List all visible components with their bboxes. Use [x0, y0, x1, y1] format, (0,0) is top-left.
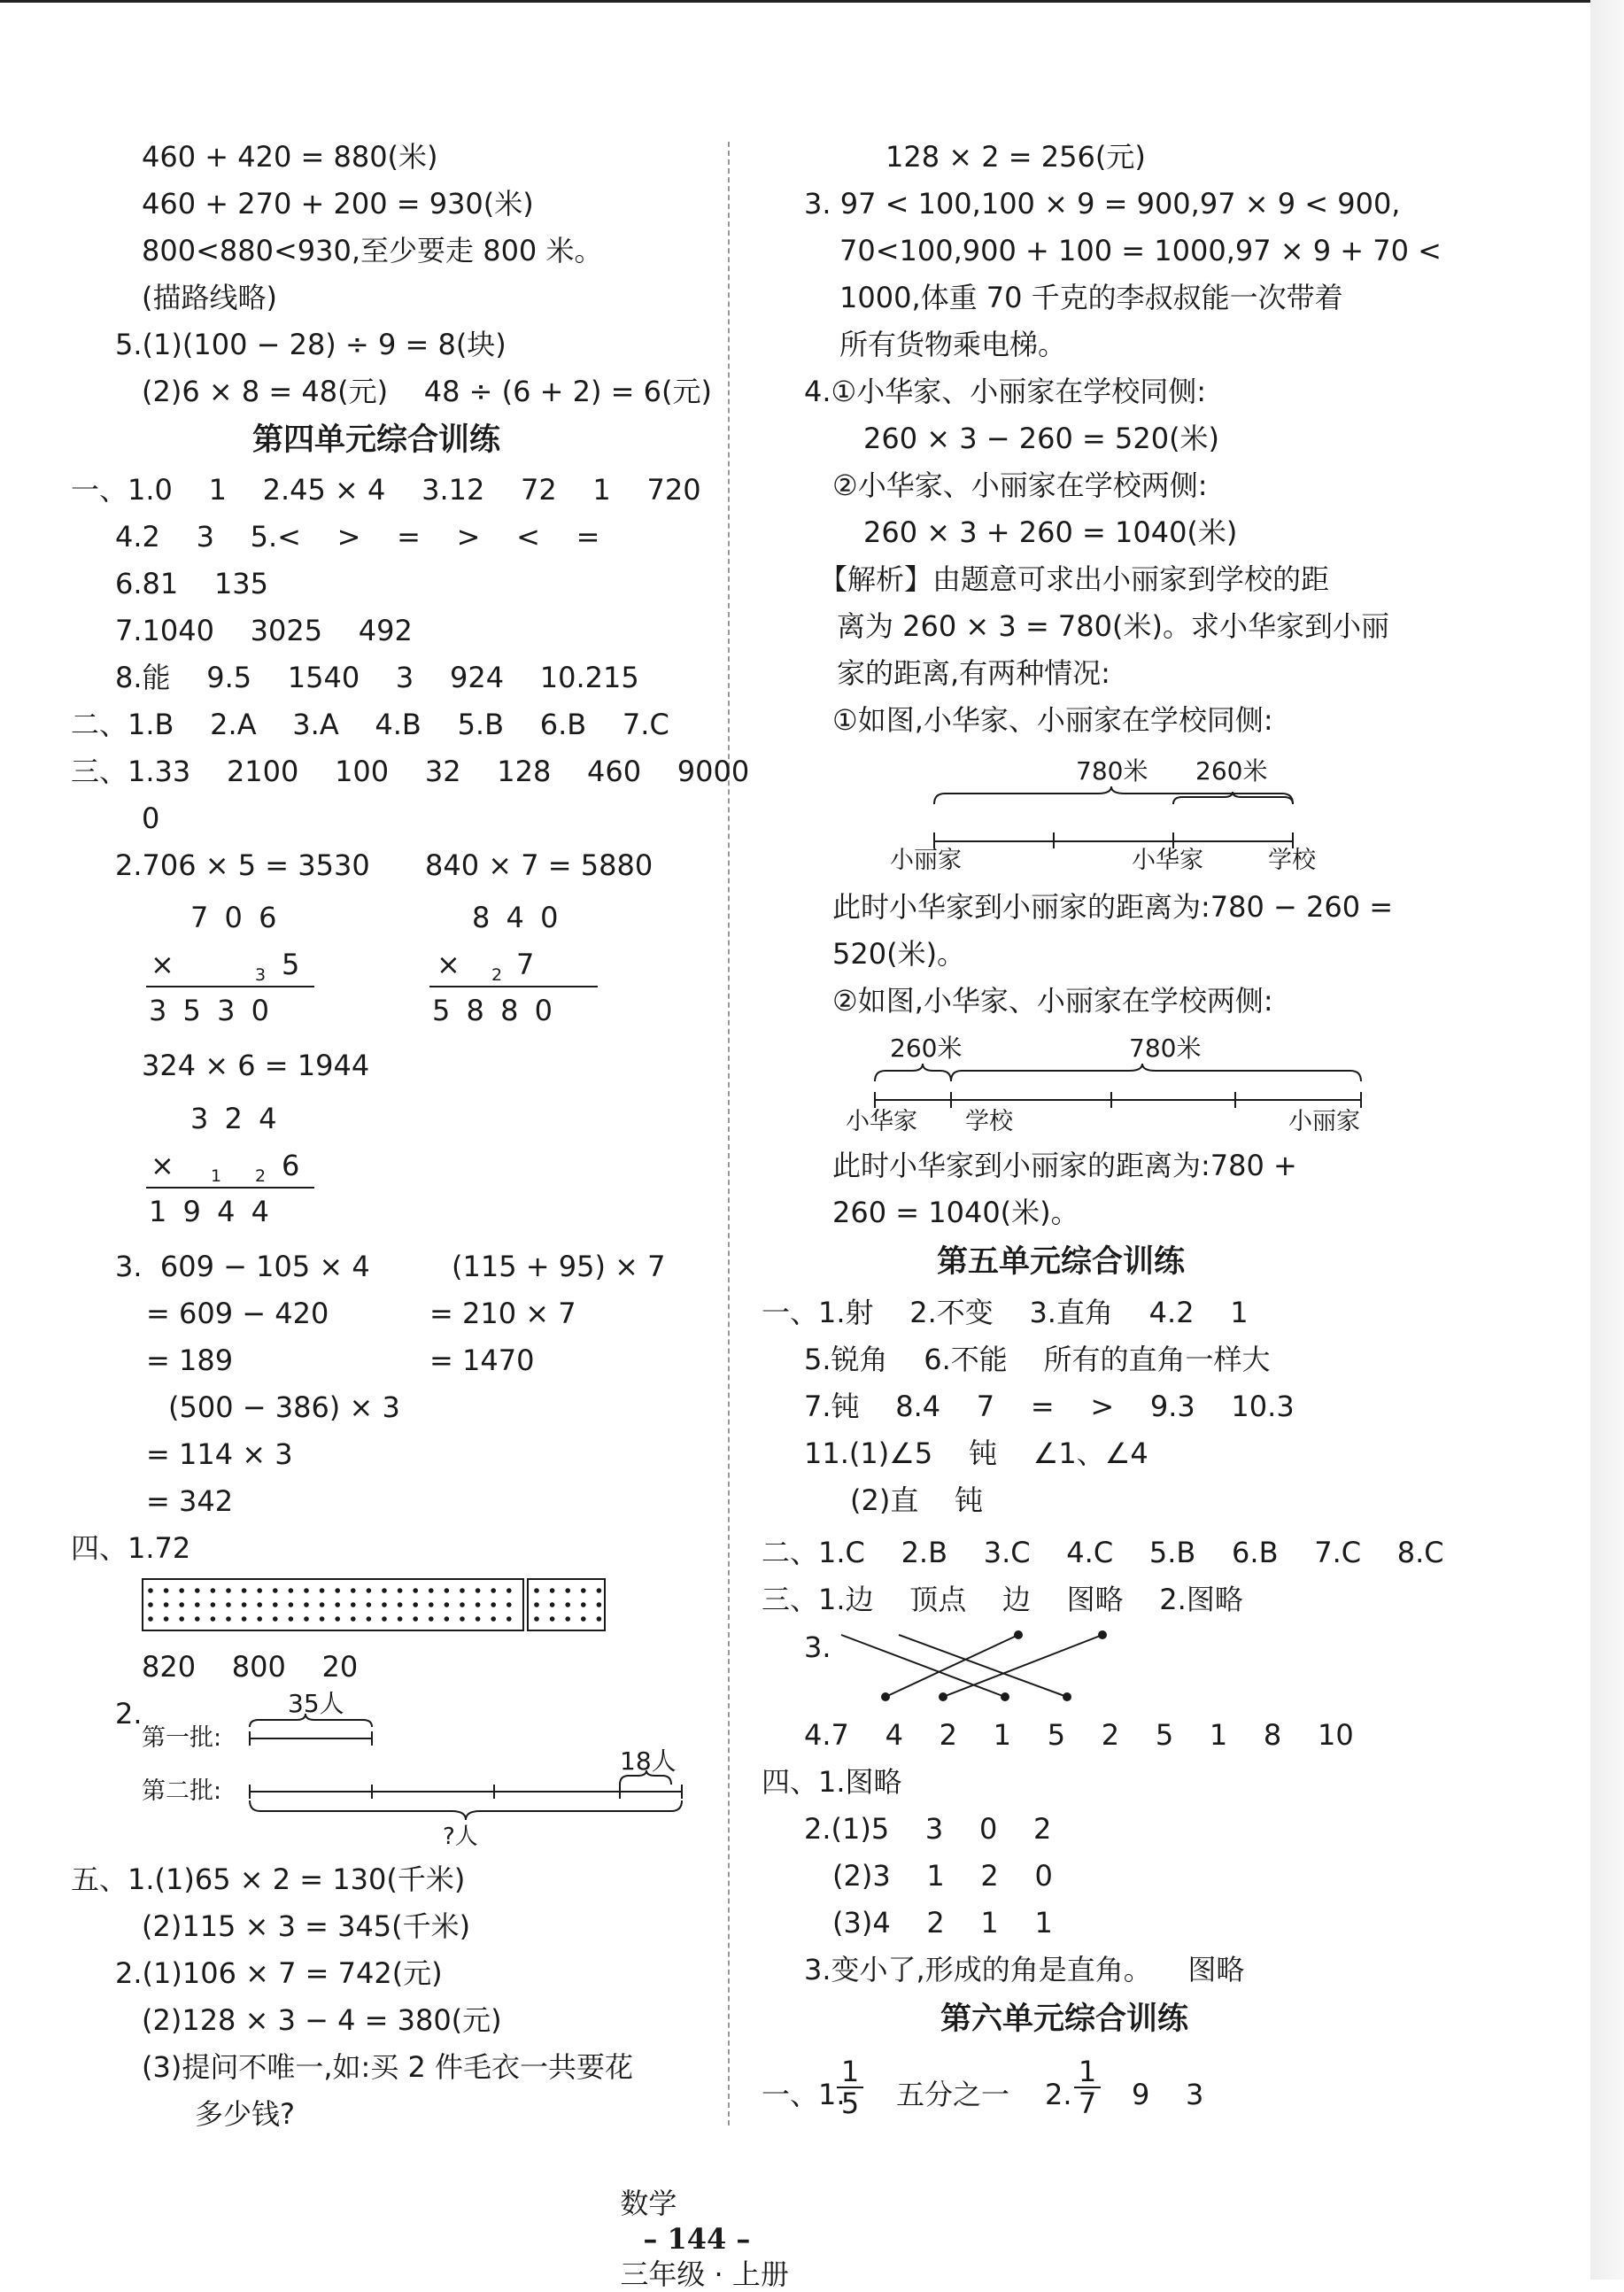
u5-s4-line-e: 3.变小了,形成的角是直角。 图略	[804, 1953, 1245, 1986]
right-line-1: 128 × 2 = 256(元)	[885, 140, 1146, 174]
fraction-one-fifth: $\frac{1}{5}$	[837, 2056, 863, 2118]
right-line-3: 70<100,900 + 100 = 1000,97 × 9 + 70 <	[839, 234, 1442, 267]
dot	[164, 1588, 169, 1593]
footer-subject: 数学	[620, 2187, 677, 2220]
u4-s5-line-d: (2)128 × 3 − 4 = 380(元)	[142, 2003, 502, 2037]
dot	[289, 1588, 294, 1593]
dot	[320, 1602, 325, 1607]
u4-s1-line-d: 7.1040 3025 492	[115, 614, 413, 647]
dot	[507, 1616, 512, 1622]
d2-xiaohua-label: 小华家	[846, 1108, 917, 1135]
left-line-1: 460 + 420 = 880(米)	[142, 140, 438, 174]
analysis-line-5: 此时小华家到小丽家的距离为:780 − 260 =	[832, 890, 1394, 924]
left-line-2: 460 + 270 + 200 = 930(米)	[142, 187, 534, 221]
vm2-carry: 2	[491, 965, 503, 985]
u4-s5-line-a: 五、1.(1)65 × 2 = 130(千米)	[71, 1862, 466, 1896]
dot	[398, 1602, 403, 1607]
dot	[565, 1588, 570, 1593]
dot	[179, 1588, 184, 1593]
dot	[304, 1588, 309, 1593]
dot	[413, 1616, 418, 1622]
left-line-4: (描路线略)	[142, 281, 277, 314]
u5-s4-line-b: 2.(1)5 3 0 2	[804, 1812, 1052, 1846]
top-edge-line	[0, 0, 1624, 3]
d2-260-label: 260米	[890, 1034, 963, 1063]
calc2-line-a: (115 + 95) × 7	[452, 1250, 666, 1283]
dot	[550, 1616, 555, 1622]
vm2-rule	[429, 986, 598, 987]
dot	[460, 1588, 465, 1593]
u5-s3-line-a: 三、1.边 顶点 边 图略 2.图略	[762, 1583, 1243, 1616]
u4-s1-line-c: 6.81 135	[115, 567, 269, 600]
u6-s1-word: 五分之一	[896, 2078, 1010, 2111]
vm1-result: 3 5 3 0	[149, 994, 273, 1027]
u5-s1-line-d: 11.(1)∠5 钝 ∠1、∠4	[804, 1436, 1148, 1470]
dot	[491, 1616, 496, 1622]
vm3-top: 3 2 4	[190, 1102, 281, 1135]
analysis-line-9: 260 = 1040(米)。	[832, 1196, 1079, 1229]
dot	[226, 1616, 231, 1622]
right-line-6: 4.①小华家、小丽家在学校同侧:	[804, 375, 1207, 408]
dot	[195, 1602, 200, 1607]
dot	[320, 1588, 325, 1593]
dot	[460, 1602, 465, 1607]
vm2-mul: 7	[516, 948, 535, 981]
footer-page-number: – 144 –	[643, 2222, 751, 2256]
dot	[195, 1588, 200, 1593]
vm2-result: 5 8 8 0	[432, 994, 556, 1027]
dot	[211, 1602, 216, 1607]
vm3-carry-1: 1	[211, 1166, 222, 1186]
dot	[476, 1616, 481, 1622]
dot	[304, 1602, 309, 1607]
dot	[550, 1602, 555, 1607]
batch-one-label: 第一批:	[142, 1724, 222, 1752]
dot	[320, 1616, 325, 1622]
batch-35-label: 35人	[288, 1689, 344, 1718]
dot	[550, 1588, 555, 1593]
dot	[335, 1616, 340, 1622]
dot	[445, 1588, 450, 1593]
u5-s4-line-a: 四、1.图略	[762, 1765, 902, 1799]
dot	[164, 1602, 169, 1607]
dot	[148, 1616, 153, 1622]
right-line-7: 260 × 3 − 260 = 520(米)	[863, 422, 1220, 455]
u5-s4-line-d: (3)4 2 1 1	[832, 1906, 1053, 1940]
dot	[242, 1588, 247, 1593]
dot	[242, 1602, 247, 1607]
dot-array-values: 820 800 20	[142, 1650, 359, 1684]
analysis-line-2: 离为 260 × 3 = 780(米)。求小华家到小丽	[837, 609, 1389, 643]
dot	[507, 1588, 512, 1593]
dot	[304, 1616, 309, 1622]
dot	[476, 1588, 481, 1593]
calc1-line-b: = 609 − 420	[146, 1297, 329, 1330]
dot	[565, 1602, 570, 1607]
dot	[445, 1616, 450, 1622]
u5-s1-line-b: 5.锐角 6.不能 所有的直角一样大	[804, 1343, 1271, 1376]
dot	[273, 1616, 278, 1622]
dot	[565, 1616, 570, 1622]
analysis-line-7: ②如图,小华家、小丽家在学校两侧:	[832, 984, 1273, 1018]
dot	[476, 1602, 481, 1607]
dot	[195, 1616, 200, 1622]
vm3-op: ×	[151, 1149, 174, 1182]
u4-s5-line-e: (3)提问不唯一,如:买 2 件毛衣一共要花	[142, 2050, 633, 2084]
column-divider	[728, 142, 730, 2126]
dot	[351, 1588, 356, 1593]
batch-18-label: 18人	[620, 1746, 677, 1776]
dot	[429, 1616, 434, 1622]
calc3-line-c: = 342	[146, 1484, 234, 1518]
vm2-top: 8 4 0	[472, 901, 562, 934]
dot	[148, 1602, 153, 1607]
right-line-4: 1000,体重 70 千克的李叔叔能一次带着	[839, 281, 1343, 314]
dot	[148, 1588, 153, 1593]
right-line-5: 所有货物乘电梯。	[839, 328, 1067, 361]
vm1-op: ×	[151, 948, 174, 981]
unit4-title: 第四单元综合训练	[252, 422, 501, 458]
dot	[507, 1602, 512, 1607]
dot	[226, 1602, 231, 1607]
eq-324x6: 324 × 6 = 1944	[142, 1049, 370, 1082]
dot	[367, 1588, 372, 1593]
dot	[413, 1602, 418, 1607]
dot	[164, 1616, 169, 1622]
dot	[351, 1616, 356, 1622]
dot	[226, 1588, 231, 1593]
d2-780-label: 780米	[1129, 1034, 1202, 1063]
vm1-top: 7 0 6	[190, 901, 281, 934]
vm3-mul: 6	[282, 1149, 300, 1182]
batch-line-diagram	[239, 1687, 691, 1851]
analysis-line-1: 【解析】由题意可求出小丽家到学校的距	[819, 562, 1330, 596]
d1-780-label: 780米	[1076, 756, 1148, 786]
analysis-line-3: 家的距离,有两种情况:	[837, 656, 1110, 690]
distance-diagram-two-sides	[841, 1030, 1390, 1147]
calc1-line-a: 3. 609 − 105 × 4	[115, 1250, 370, 1283]
dot	[257, 1588, 262, 1593]
dot	[289, 1616, 294, 1622]
dot	[211, 1616, 216, 1622]
d1-260-label: 260米	[1195, 756, 1268, 786]
matching-lines-figure	[828, 1622, 1111, 1702]
dot	[179, 1616, 184, 1622]
u4-s3-line-a: 三、1.33 2100 100 32 128 460 9000	[71, 755, 750, 788]
batch-two-label: 第二批:	[142, 1777, 222, 1805]
vm3-carry-2: 2	[255, 1166, 267, 1186]
left-line-6: (2)6 × 8 = 48(元) 48 ÷ (6 + 2) = 6(元)	[142, 375, 712, 408]
dot	[491, 1602, 496, 1607]
dot	[534, 1588, 539, 1593]
dot	[581, 1616, 586, 1622]
dot	[534, 1602, 539, 1607]
u6-s1-prefix: 一、1.	[762, 2078, 846, 2111]
dot	[429, 1588, 434, 1593]
d1-xiaohua-label: 小华家	[1132, 847, 1203, 874]
u5-s3-q3-label: 3.	[804, 1630, 831, 1664]
dot	[273, 1588, 278, 1593]
u4-s1-line-b: 4.2 3 5.< > = > < =	[115, 520, 600, 554]
dot	[335, 1602, 340, 1607]
u4-s3-line-b: 0	[142, 801, 160, 835]
dot	[382, 1602, 387, 1607]
calc3-line-a: (500 − 386) × 3	[168, 1390, 400, 1424]
u6-s2-prefix: 2.	[1045, 2078, 1072, 2111]
vm2-op: ×	[437, 948, 460, 981]
vm1-carry: 3	[255, 965, 267, 985]
dot	[289, 1602, 294, 1607]
dot	[367, 1602, 372, 1607]
eq-840x7: 840 × 7 = 5880	[425, 848, 653, 882]
dot	[257, 1602, 262, 1607]
u4-s5-line-c: 2.(1)106 × 7 = 742(元)	[115, 1956, 443, 1990]
dot	[413, 1588, 418, 1593]
unit6-title: 第六单元综合训练	[940, 2002, 1189, 2037]
u4-s2-line: 二、1.B 2.A 3.A 4.B 5.B 6.B 7.C	[71, 708, 669, 741]
u4-s1-line-e: 8.能 9.5 1540 3 924 10.215	[115, 661, 639, 694]
dot	[445, 1602, 450, 1607]
u4-s4-q2-label: 2.	[115, 1697, 143, 1731]
dot	[367, 1616, 372, 1622]
right-edge-shadow	[1590, 0, 1624, 2280]
u6-s2-values: 9 3	[1132, 2078, 1204, 2111]
dot	[242, 1616, 247, 1622]
dot	[597, 1616, 602, 1622]
u4-s4-line: 四、1.72	[71, 1531, 191, 1565]
dot	[534, 1616, 539, 1622]
footer-grade: 三年级 · 上册	[620, 2257, 789, 2291]
dot	[581, 1602, 586, 1607]
dot	[460, 1616, 465, 1622]
right-line-2: 3. 97 < 100,100 × 9 = 900,97 × 9 < 900,	[804, 187, 1401, 221]
dot	[351, 1602, 356, 1607]
d2-xiaoli-label: 小丽家	[1288, 1108, 1360, 1135]
dot	[211, 1588, 216, 1593]
dot	[597, 1602, 602, 1607]
dot	[382, 1616, 387, 1622]
dot	[597, 1588, 602, 1593]
d2-school-label: 学校	[965, 1108, 1013, 1135]
dot	[257, 1616, 262, 1622]
dot-array-figure	[142, 1578, 607, 1633]
calc2-line-b: = 210 × 7	[429, 1297, 576, 1330]
dot	[179, 1602, 184, 1607]
analysis-line-6: 520(米)。	[832, 937, 966, 971]
dot	[581, 1588, 586, 1593]
u5-s4-line-c: (2)3 1 2 0	[832, 1859, 1053, 1893]
left-line-3: 800<880<930,至少要走 800 米。	[142, 234, 603, 267]
dot	[398, 1588, 403, 1593]
fraction-one-seventh: $\frac{1}{7}$	[1074, 2056, 1101, 2118]
analysis-line-8: 此时小华家到小丽家的距离为:780 +	[832, 1149, 1297, 1182]
vm3-result: 1 9 4 4	[149, 1195, 273, 1228]
d1-xiaoli-label: 小丽家	[890, 847, 962, 874]
u5-s1-line-a: 一、1.射 2.不变 3.直角 4.2 1	[762, 1296, 1249, 1329]
u5-s1-line-c: 7.钝 8.4 7 = > 9.3 10.3	[804, 1390, 1295, 1423]
dot	[429, 1602, 434, 1607]
right-line-9: 260 × 3 + 260 = 1040(米)	[863, 515, 1238, 549]
dot	[491, 1588, 496, 1593]
dot	[398, 1616, 403, 1622]
distance-diagram-same-side	[885, 751, 1417, 879]
dot	[273, 1602, 278, 1607]
unit5-title: 第五单元综合训练	[937, 1244, 1186, 1280]
left-line-5: 5.(1)(100 − 28) ÷ 9 = 8(块)	[115, 328, 507, 361]
u4-s1-line-a: 一、1.0 1 2.45 × 4 3.12 72 1 720	[71, 473, 701, 507]
u4-s5-line-b: (2)115 × 3 = 345(千米)	[142, 1909, 471, 1943]
u5-s3-line-c: 4.7 4 2 1 5 2 5 1 8 10	[804, 1718, 1354, 1752]
batch-unknown-label: ?人	[443, 1824, 478, 1850]
vm1-mul: 5	[282, 948, 300, 981]
calc3-line-b: = 114 × 3	[146, 1437, 293, 1471]
right-line-8: ②小华家、小丽家在学校两侧:	[832, 468, 1208, 502]
dot	[335, 1588, 340, 1593]
calc2-line-c: = 1470	[429, 1343, 535, 1377]
vm3-rule	[146, 1187, 314, 1189]
dot	[382, 1588, 387, 1593]
analysis-line-4: ①如图,小华家、小丽家在学校同侧:	[832, 703, 1273, 737]
d1-school-label: 学校	[1268, 847, 1316, 874]
eq-706x5: 2.706 × 5 = 3530	[115, 848, 370, 882]
u5-s1-line-e: (2)直 钝	[850, 1483, 984, 1517]
u5-s2-line: 二、1.C 2.B 3.C 4.C 5.B 6.B 7.C 8.C	[762, 1536, 1444, 1569]
vm1-rule	[146, 986, 314, 987]
u4-s5-line-f: 多少钱?	[195, 2097, 295, 2131]
calc1-line-c: = 189	[146, 1343, 234, 1377]
page-footer	[602, 2150, 789, 2292]
